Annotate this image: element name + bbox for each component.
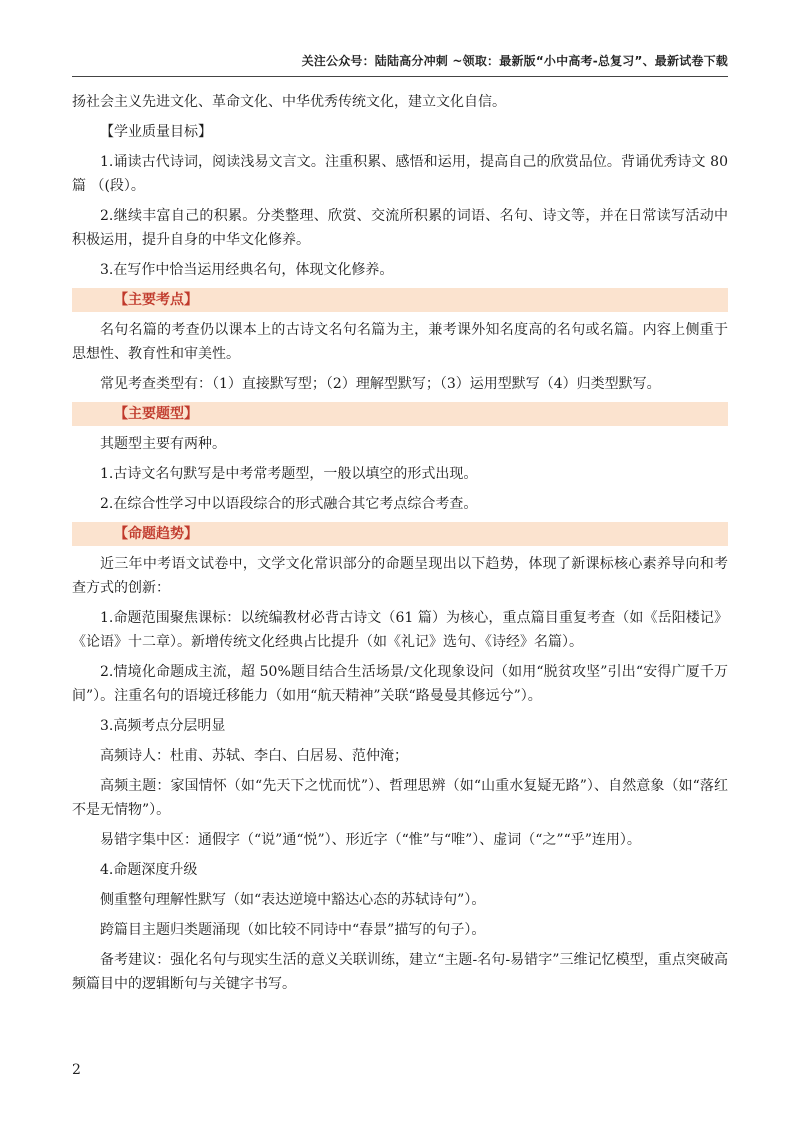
goal-2: 2.继续丰富自己的积累。分类整理、欣赏、交流所积累的词语、名句、诗文等，并在日常读写活动中积极运用，提升自身的中华文化修养。 xyxy=(72,208,728,248)
section-header-qushi: 【命题趋势】 xyxy=(72,522,728,546)
goal-1: 1.诵读古代诗词，阅读浅易文言文。注重积累、感悟和运用，提高自己的欣赏品位。背诵优秀诗文 80 篇 （(段）。 xyxy=(72,154,728,194)
qushi-para-9: 侧重整句理解性默写（如“表达逆境中豁达心态的苏轼诗句”）。 xyxy=(100,892,486,908)
qushi-para-2: 1.命题范围聚焦课标：以统编教材必背古诗文（61 篇）为核心，重点篇目重复考查（如《岳阳楼记》《论语》十二章）。新增传统文化经典占比提升（如《礼记》选句、《诗经》名篇）。 xyxy=(72,610,728,650)
tixing-para-3: 2.在综合性学习中以语段综合的形式融合其它考点综合考查。 xyxy=(100,496,478,512)
qushi-para-8: 4.命题深度升级 xyxy=(100,862,198,878)
qushi-para-11: 备考建议：强化名句与现实生活的意义关联训练，建立“主题-名句-易错字”三维记忆模型，重点突破高频篇目中的逻辑断句与关键字书写。 xyxy=(72,952,728,992)
qushi-para-3: 2.情境化命题成主流，超 50%题目结合生活场景/文化现象设问（如用“脱贫攻坚”引出“安得广厦千万间”）。注重名句的语境迁移能力（如用“航天精神”关联“路曼曼其修远兮”）。 xyxy=(72,664,728,704)
document-body xyxy=(72,90,728,1002)
intro-line: 扬社会主义先进文化、革命文化、中华优秀传统文化，建立文化自信。 xyxy=(72,94,506,110)
qushi-para-10: 跨篇目主题归类题涌现（如比较不同诗中“春景”描写的句子）。 xyxy=(100,922,486,938)
kaodian-para-1: 名句名篇的考查仍以课本上的古诗文名句名篇为主，兼考课外知名度高的名句或名篇。内容上侧重于思想性、教育性和审美性。 xyxy=(72,322,728,362)
section-header-tixing: 【主要题型】 xyxy=(72,402,728,426)
quality-goals-title: 【学业质量目标】 xyxy=(100,124,212,140)
page-header: 关注公众号：陆陆高分冲刺 ~领取：最新版“小中高考-总复习”、最新试卷下载 xyxy=(301,54,728,68)
tixing-para-1: 其题型主要有两种。 xyxy=(100,436,226,452)
tixing-para-2: 1.古诗文名句默写是中考常考题型，一般以填空的形式出现。 xyxy=(100,466,478,482)
qushi-para-6: 高频主题：家国情怀（如“先天下之忧而忧”）、哲理思辨（如“山重水复疑无路”）、自然意象（如“落红不是无情物”）。 xyxy=(72,778,728,818)
header-rule xyxy=(72,76,728,77)
qushi-para-7: 易错字集中区：通假字（“说”通“悦”）、形近字（“惟”与“唯”）、虚词（“之”“乎”连用）。 xyxy=(100,832,641,848)
qushi-para-4: 3.高频考点分层明显 xyxy=(100,718,226,734)
qushi-para-1: 近三年中考语文试卷中，文学文化常识部分的命题呈现出以下趋势，体现了新课标核心素养导向和考查方式的创新： xyxy=(72,556,728,596)
goal-3: 3.在写作中恰当运用经典名句，体现文化修养。 xyxy=(100,262,394,278)
section-header-kaodian: 【主要考点】 xyxy=(72,288,728,312)
kaodian-para-2: 常见考查类型有：（1）直接默写型；（2）理解型默写；（3）运用型默写（4）归类型默写。 xyxy=(100,376,661,392)
page-number: 2 xyxy=(72,1062,81,1078)
qushi-para-5: 高频诗人：杜甫、苏轼、李白、白居易、范仲淹； xyxy=(100,748,408,764)
